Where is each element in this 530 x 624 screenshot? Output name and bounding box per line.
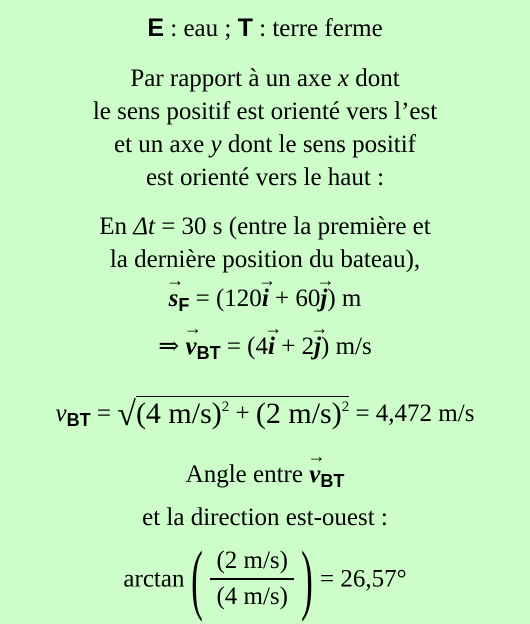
- angle-result: = 26,57°: [319, 565, 407, 593]
- implies-symbol: ⇒: [158, 333, 180, 360]
- interval-text: En: [99, 213, 128, 240]
- axes-line-1: [0, 65, 530, 93]
- magnitude-equation: [0, 396, 530, 431]
- axes-line-3: [0, 131, 530, 159]
- land-text: : terre ferme: [259, 15, 383, 42]
- x-variable: x: [337, 65, 349, 92]
- interval-text: = 30 s (entre la première et: [161, 213, 431, 240]
- axes-line-2: le sens positif est orienté vers l’est: [92, 98, 438, 125]
- water-label: E: [147, 14, 165, 42]
- fraction-numerator: (2 m/s): [216, 547, 288, 575]
- axes-text: dont: [355, 65, 400, 92]
- fraction: [210, 546, 294, 612]
- term-1: (4 m/s): [135, 397, 222, 430]
- displacement-subscript: F: [178, 295, 190, 315]
- axes-text: dont le sens positif: [227, 131, 417, 158]
- fraction-bar: [210, 578, 294, 580]
- magnitude-result: = 4,472 m/s: [355, 400, 475, 427]
- velocity-eq: = (4: [226, 333, 269, 360]
- land-label: T: [237, 14, 253, 42]
- magnitude-plus: +: [235, 400, 250, 427]
- delta-t: Δt: [133, 213, 155, 240]
- exponent-2: 2: [341, 399, 350, 415]
- interval-line-2: la dernière position du bateau),: [109, 246, 421, 273]
- fraction-denominator: (4 m/s): [216, 583, 288, 611]
- speed-subscript: BT: [66, 410, 91, 430]
- velocity-plus: + 2: [281, 333, 315, 360]
- displacement-eq: = (120: [195, 285, 262, 312]
- angle-line-2: et la direction est-ouest :: [142, 504, 388, 531]
- open-paren: (: [191, 535, 204, 623]
- j-unit-vector: → j: [316, 270, 335, 312]
- water-text: : eau ;: [170, 15, 232, 42]
- displacement-vector: → s: [166, 270, 185, 312]
- y-variable: y: [210, 131, 222, 158]
- velocity-vector: → v: [183, 318, 202, 360]
- square-root: √(4 m/s)$^2$ + (2 m/s)$^2$: [117, 396, 350, 433]
- velocity-equation: [0, 318, 530, 363]
- legend-line: [0, 14, 530, 43]
- axes-text: Par rapport à un axe: [130, 65, 332, 92]
- axes-line-4: est orienté vers le haut :: [145, 164, 385, 191]
- exponent-1: 2: [221, 399, 230, 415]
- i-unit-vector: → i: [264, 318, 283, 360]
- displacement-equation: [0, 270, 530, 315]
- arctan-function: arctan: [123, 565, 185, 593]
- interval-line-1: [0, 213, 530, 241]
- i-unit-vector: → i: [258, 270, 277, 312]
- angle-subscript: BT: [320, 471, 345, 491]
- angle-text: Angle entre: [185, 461, 303, 488]
- velocity-subscript: BT: [196, 343, 221, 363]
- axes-text: et un axe: [113, 131, 205, 158]
- velocity-vector: → v: [307, 446, 326, 488]
- displacement-unit: ) m: [327, 285, 362, 312]
- term-2: (2 m/s): [255, 397, 342, 430]
- displacement-plus: + 60: [275, 285, 321, 312]
- arctan-equation: [0, 535, 530, 623]
- magnitude-eq: =: [96, 400, 112, 427]
- speed-symbol: v: [55, 400, 67, 427]
- velocity-unit: ) m/s: [321, 333, 372, 360]
- j-unit-vector: → j: [310, 318, 329, 360]
- close-paren: ): [301, 535, 313, 623]
- angle-line-1: [0, 446, 530, 491]
